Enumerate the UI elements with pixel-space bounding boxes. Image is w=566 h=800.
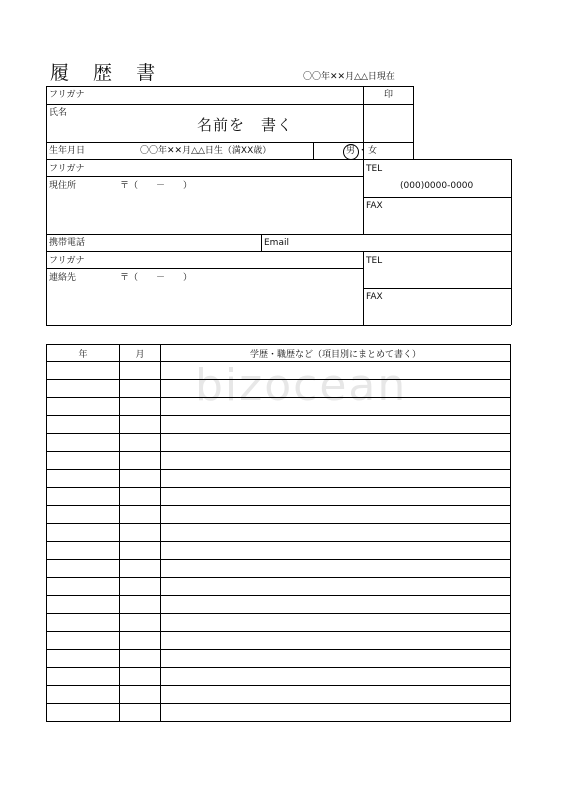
history-year-cell[interactable] bbox=[47, 488, 120, 506]
history-month-cell[interactable] bbox=[120, 362, 161, 380]
history-year-cell[interactable] bbox=[47, 686, 120, 704]
history-year-cell[interactable] bbox=[47, 578, 120, 596]
history-month-cell[interactable] bbox=[120, 488, 161, 506]
name-label: 氏名 bbox=[49, 108, 68, 118]
history-year-cell[interactable] bbox=[47, 668, 120, 686]
history-row bbox=[47, 560, 511, 578]
history-row bbox=[47, 416, 511, 434]
document-title: 履 歴 書 bbox=[50, 62, 165, 84]
history-month-cell[interactable] bbox=[120, 470, 161, 488]
history-month-cell[interactable] bbox=[120, 452, 161, 470]
history-month-cell[interactable] bbox=[120, 596, 161, 614]
history-year-cell[interactable] bbox=[47, 650, 120, 668]
history-month-cell[interactable] bbox=[120, 416, 161, 434]
col-year-header: 年 bbox=[47, 345, 120, 362]
history-detail-cell[interactable] bbox=[161, 686, 511, 704]
history-table bbox=[46, 344, 511, 722]
address-fax-label: FAX bbox=[366, 201, 383, 211]
history-row bbox=[47, 488, 511, 506]
history-month-cell[interactable] bbox=[120, 524, 161, 542]
gender-male[interactable]: 男 bbox=[346, 146, 356, 156]
address-postal[interactable]: 〒（ － ） bbox=[120, 181, 193, 191]
history-year-cell[interactable] bbox=[47, 416, 120, 434]
history-month-cell[interactable] bbox=[120, 686, 161, 704]
history-year-cell[interactable] bbox=[47, 362, 120, 380]
contact-label: 連絡先 bbox=[49, 273, 77, 283]
address-label: 現住所 bbox=[49, 181, 77, 191]
contact-postal[interactable]: 〒（ － ） bbox=[120, 273, 193, 283]
history-row bbox=[47, 524, 511, 542]
history-year-cell[interactable] bbox=[47, 614, 120, 632]
address-furigana-label: フリガナ bbox=[49, 164, 85, 174]
history-detail-cell[interactable] bbox=[161, 488, 511, 506]
history-year-cell[interactable] bbox=[47, 632, 120, 650]
history-detail-cell[interactable] bbox=[161, 506, 511, 524]
birth-value[interactable]: 〇〇年✕✕月△△日生（満XX歳） bbox=[140, 146, 272, 156]
history-detail-cell[interactable] bbox=[161, 560, 511, 578]
watermark: bizocean bbox=[195, 360, 408, 411]
furigana-label: フリガナ bbox=[49, 90, 85, 100]
history-year-cell[interactable] bbox=[47, 704, 120, 722]
history-month-cell[interactable] bbox=[120, 380, 161, 398]
history-row bbox=[47, 668, 511, 686]
address-tel-value[interactable]: (000)0000-0000 bbox=[400, 181, 474, 191]
history-month-cell[interactable] bbox=[120, 398, 161, 416]
history-detail-cell[interactable] bbox=[161, 668, 511, 686]
col-detail-header: 学歴・職歴など（項目別にまとめて書く） bbox=[161, 345, 511, 362]
history-year-cell[interactable] bbox=[47, 542, 120, 560]
history-month-cell[interactable] bbox=[120, 506, 161, 524]
history-detail-cell[interactable] bbox=[161, 416, 511, 434]
history-row bbox=[47, 434, 511, 452]
history-month-cell[interactable] bbox=[120, 434, 161, 452]
history-row bbox=[47, 452, 511, 470]
history-year-cell[interactable] bbox=[47, 596, 120, 614]
history-header-row bbox=[47, 345, 511, 362]
history-detail-cell[interactable] bbox=[161, 362, 511, 380]
history-month-cell[interactable] bbox=[120, 560, 161, 578]
history-detail-cell[interactable] bbox=[161, 578, 511, 596]
history-row bbox=[47, 542, 511, 560]
history-row bbox=[47, 380, 511, 398]
history-row bbox=[47, 506, 511, 524]
history-detail-cell[interactable] bbox=[161, 470, 511, 488]
history-detail-cell[interactable] bbox=[161, 380, 511, 398]
history-row bbox=[47, 704, 511, 722]
gender-separator: ・ bbox=[358, 146, 368, 156]
history-detail-cell[interactable] bbox=[161, 398, 511, 416]
history-month-cell[interactable] bbox=[120, 542, 161, 560]
birth-label: 生年月日 bbox=[49, 146, 86, 156]
email-label: Email bbox=[264, 238, 289, 248]
history-row bbox=[47, 614, 511, 632]
history-year-cell[interactable] bbox=[47, 398, 120, 416]
history-row bbox=[47, 686, 511, 704]
history-detail-cell[interactable] bbox=[161, 542, 511, 560]
history-month-cell[interactable] bbox=[120, 704, 161, 722]
history-year-cell[interactable] bbox=[47, 470, 120, 488]
history-year-cell[interactable] bbox=[47, 524, 120, 542]
history-year-cell[interactable] bbox=[47, 434, 120, 452]
history-row bbox=[47, 632, 511, 650]
history-detail-cell[interactable] bbox=[161, 632, 511, 650]
seal-label: 印 bbox=[384, 90, 394, 100]
history-row bbox=[47, 362, 511, 380]
history-detail-cell[interactable] bbox=[161, 596, 511, 614]
mobile-label: 携帯電話 bbox=[49, 238, 86, 248]
history-row bbox=[47, 578, 511, 596]
history-year-cell[interactable] bbox=[47, 506, 120, 524]
history-month-cell[interactable] bbox=[120, 632, 161, 650]
history-row bbox=[47, 596, 511, 614]
history-row bbox=[47, 398, 511, 416]
name-value[interactable]: 名前を 書く bbox=[197, 116, 294, 134]
contact-tel-label: TEL bbox=[366, 256, 383, 266]
history-row bbox=[47, 470, 511, 488]
history-year-cell[interactable] bbox=[47, 560, 120, 578]
history-row bbox=[47, 650, 511, 668]
history-detail-cell[interactable] bbox=[161, 650, 511, 668]
history-detail-cell[interactable] bbox=[161, 524, 511, 542]
current-date: 〇〇年✕✕月△△日現在 bbox=[303, 72, 395, 82]
history-year-cell[interactable] bbox=[47, 380, 120, 398]
contact-fax-label: FAX bbox=[366, 292, 383, 302]
history-detail-cell[interactable] bbox=[161, 452, 511, 470]
history-year-cell[interactable] bbox=[47, 452, 120, 470]
gender-female[interactable]: 女 bbox=[368, 146, 378, 156]
history-month-cell[interactable] bbox=[120, 668, 161, 686]
history-detail-cell[interactable] bbox=[161, 434, 511, 452]
contact-furigana-label: フリガナ bbox=[49, 256, 85, 266]
address-tel-label: TEL bbox=[366, 164, 383, 174]
history-month-cell[interactable] bbox=[120, 614, 161, 632]
history-month-cell[interactable] bbox=[120, 650, 161, 668]
col-month-header: 月 bbox=[120, 345, 161, 362]
history-detail-cell[interactable] bbox=[161, 614, 511, 632]
history-detail-cell[interactable] bbox=[161, 704, 511, 722]
history-month-cell[interactable] bbox=[120, 578, 161, 596]
